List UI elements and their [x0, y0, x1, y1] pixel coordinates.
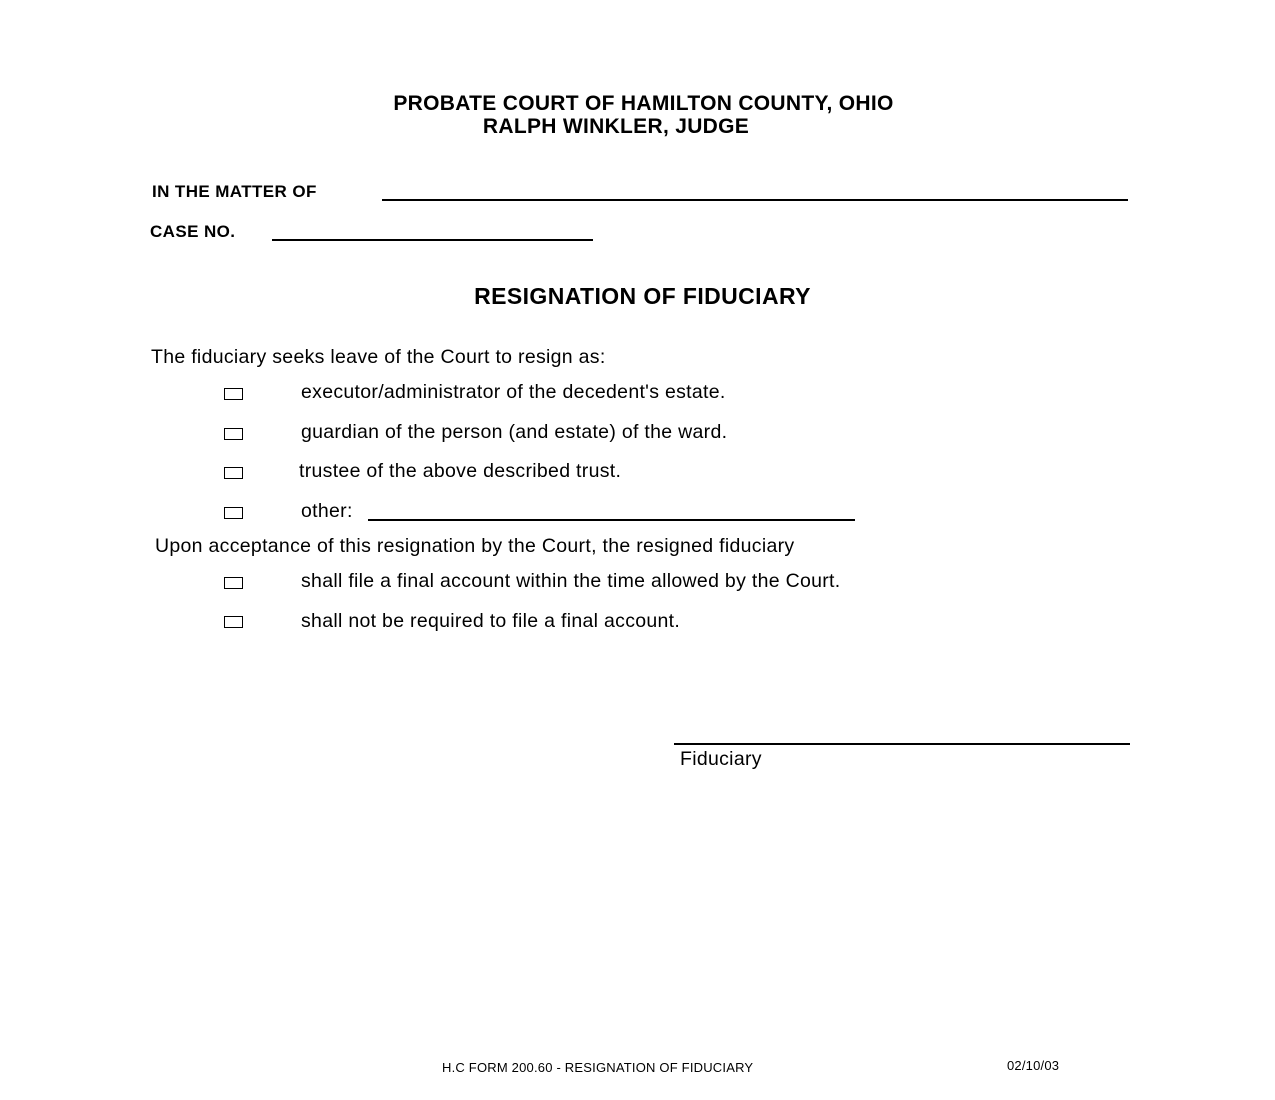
- guardian-option-label: guardian of the person (and estate) of the ward.: [301, 421, 728, 443]
- trustee-option-label: trustee of the above described trust.: [299, 460, 622, 482]
- signature-line[interactable]: [674, 743, 1130, 745]
- form-id: H.C FORM 200.60 - RESIGNATION OF FIDUCIARY: [442, 1060, 754, 1075]
- other-field[interactable]: [368, 519, 855, 521]
- executor-option-label: executor/administrator of the decedent's estate.: [301, 381, 726, 403]
- matter-label: IN THE MATTER OF: [152, 182, 317, 201]
- final-account-checkbox[interactable]: [224, 577, 243, 589]
- matter-field[interactable]: [382, 199, 1128, 201]
- form-title: RESIGNATION OF FIDUCIARY: [474, 283, 811, 309]
- guardian-checkbox[interactable]: [224, 428, 243, 440]
- no-final-account-option-label: shall not be required to file a final account.: [301, 610, 681, 632]
- executor-checkbox[interactable]: [224, 388, 243, 400]
- other-option-label: other:: [301, 500, 353, 522]
- judge-name: RALPH WINKLER, JUDGE: [482, 115, 750, 138]
- final-account-option-label: shall file a final account within the time allowed by the Court.: [301, 570, 841, 592]
- intro-text: The fiduciary seeks leave of the Court to resign as:: [151, 346, 606, 368]
- no-final-account-checkbox[interactable]: [224, 616, 243, 628]
- form-date: 02/10/03: [1007, 1058, 1060, 1073]
- case-no-label: CASE NO.: [150, 222, 236, 241]
- court-name: PROBATE COURT OF HAMILTON COUNTY, OHIO: [393, 92, 894, 115]
- case-no-field[interactable]: [272, 239, 593, 241]
- other-checkbox[interactable]: [224, 507, 243, 519]
- acceptance-text: Upon acceptance of this resignation by the Court, the resigned fiduciary: [155, 535, 795, 557]
- signature-label: Fiduciary: [680, 748, 762, 770]
- trustee-checkbox[interactable]: [224, 467, 243, 479]
